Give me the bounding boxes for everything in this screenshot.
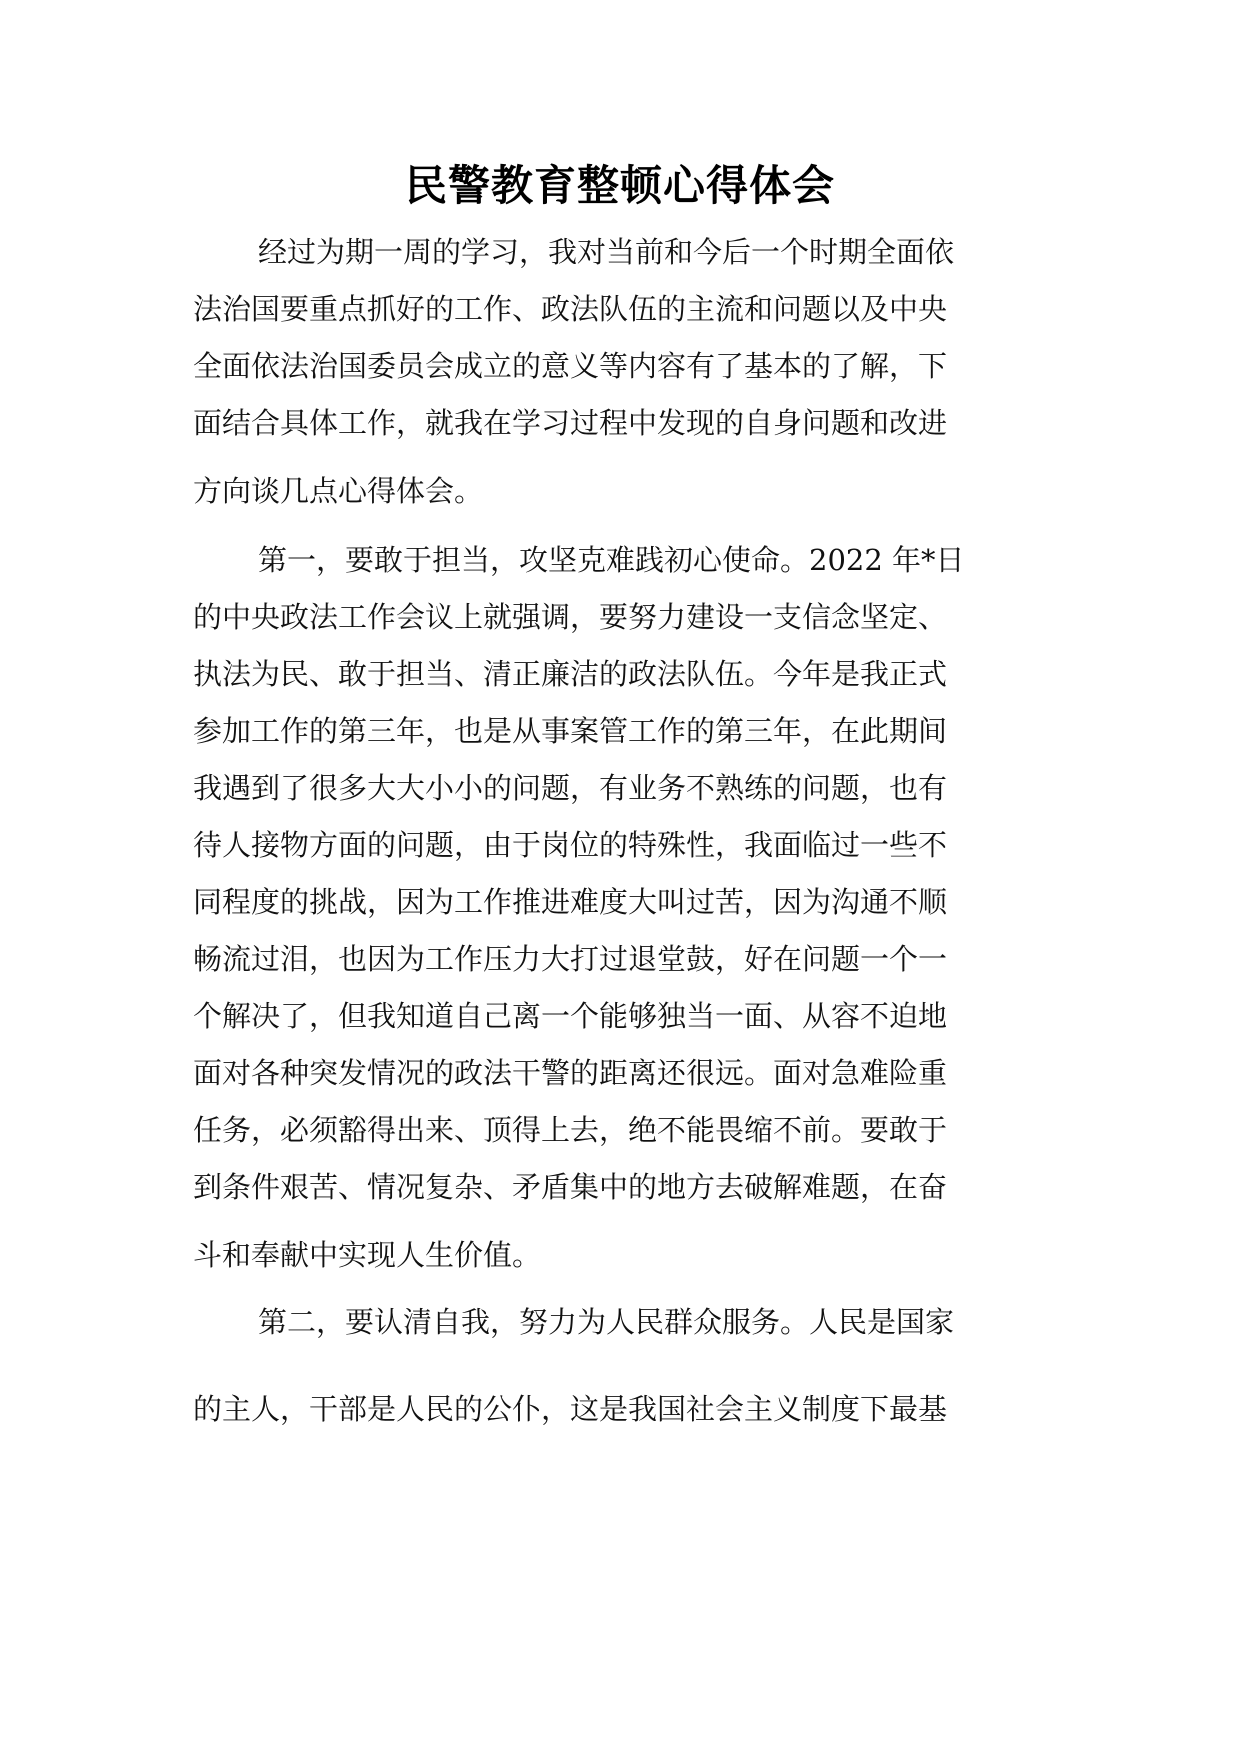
paragraph-1-line-4: 面结合具体工作，就我在学习过程中发现的自身问题和改进 [193,406,948,440]
paragraph-3-line-1: 第二，要认清自我，努力为人民群众服务。人民是国家 [258,1305,955,1339]
paragraph-3-line-2: 的主人，干部是人民的公仆，这是我国社会主义制度下最基 [193,1392,948,1426]
paragraph-2-line-1: 第一，要敢于担当，攻坚克难践初心使命。2022 年*日 [258,543,965,577]
paragraph-2-line-6: 待人接物方面的问题，由于岗位的特殊性，我面临过一些不 [193,828,948,862]
paragraph-2-line-2: 的中央政法工作会议上就强调，要努力建设一支信念坚定、 [193,600,948,634]
paragraph-1-line-3: 全面依法治国委员会成立的意义等内容有了基本的了解，下 [193,349,948,383]
paragraph-1-line-2: 法治国要重点抓好的工作、政法队伍的主流和问题以及中央 [193,292,948,326]
paragraph-2-line-11: 任务，必须豁得出来、顶得上去，绝不能畏缩不前。要敢于 [193,1113,948,1147]
paragraph-2-line-13: 斗和奉献中实现人生价值。 [193,1238,542,1272]
document-title: 民警教育整顿心得体会 [404,161,835,210]
paragraph-2-line-3: 执法为民、敢于担当、清正廉洁的政法队伍。今年是我正式 [193,657,948,691]
paragraph-1-line-1: 经过为期一周的学习，我对当前和今后一个时期全面依 [258,235,955,269]
paragraph-2-line-12: 到条件艰苦、情况复杂、矛盾集中的地方去破解难题，在奋 [193,1170,948,1204]
paragraph-2-line-7: 同程度的挑战，因为工作推进难度大叫过苦，因为沟通不顺 [193,885,948,919]
paragraph-2-line-5: 我遇到了很多大大小小的问题，有业务不熟练的问题，也有 [193,771,948,805]
paragraph-2-line-10: 面对各种突发情况的政法干警的距离还很远。面对急难险重 [193,1056,948,1090]
paragraph-1-line-5: 方向谈几点心得体会。 [193,474,484,508]
paragraph-2-line-4: 参加工作的第三年，也是从事案管工作的第三年，在此期间 [193,714,948,748]
paragraph-2-line-8: 畅流过泪，也因为工作压力大打过退堂鼓，好在问题一个一 [193,942,948,976]
paragraph-2-line-9: 个解决了，但我知道自己离一个能够独当一面、从容不迫地 [193,999,948,1033]
